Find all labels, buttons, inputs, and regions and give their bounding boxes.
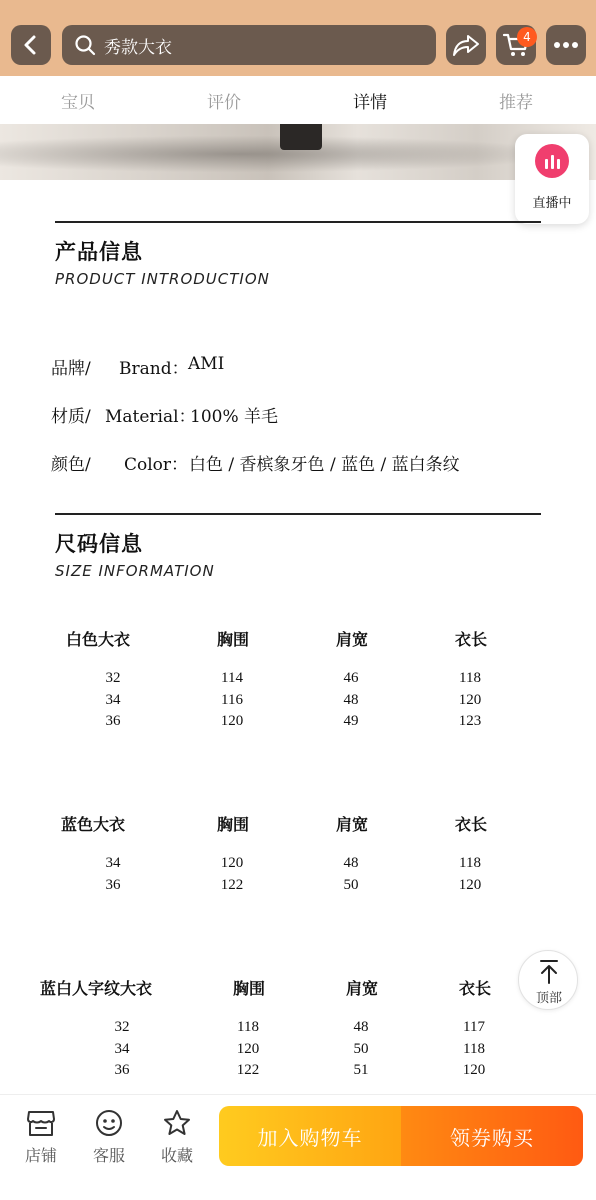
length-cell: 117 <box>463 1019 485 1035</box>
tab-details[interactable]: 详情 <box>353 93 387 113</box>
size-cell: 36 <box>105 713 121 729</box>
column-header-shoulder: 肩宽 <box>346 979 379 998</box>
section-divider <box>55 221 541 223</box>
search-text: 秀款大衣 <box>104 37 172 58</box>
chevron-left-icon <box>20 34 42 56</box>
size-cell: 32 <box>114 1019 130 1035</box>
size-cell: 34 <box>114 1040 130 1057</box>
favorite-label: 收藏 <box>160 1146 193 1165</box>
search-icon <box>74 34 96 56</box>
buy-with-coupon-button[interactable]: 领券购买 <box>401 1106 583 1166</box>
tab-recommend[interactable]: 推荐 <box>499 93 533 113</box>
material-cn-label: 材质/ <box>51 407 91 427</box>
size-cell: 34 <box>105 691 121 708</box>
shop-icon <box>26 1109 56 1137</box>
chest-cell: 122 <box>236 1062 260 1078</box>
size-cell: 36 <box>105 876 121 893</box>
chest-cell: 120 <box>236 1040 260 1057</box>
length-cell: 120 <box>458 876 482 893</box>
column-header-shoulder: 肩宽 <box>336 815 369 834</box>
detail-tabs <box>0 76 596 124</box>
shoulder-cell: 51 <box>353 1062 369 1078</box>
back-to-top-button[interactable] <box>518 950 578 1010</box>
column-header-length: 衣长 <box>455 630 488 649</box>
size-cell: 32 <box>105 670 121 686</box>
length-cell: 118 <box>463 1040 485 1057</box>
brand-en-label: Brand： <box>119 359 189 379</box>
service-label: 客服 <box>92 1146 125 1165</box>
shoulder-cell: 49 <box>343 713 359 729</box>
material-value: 100% 羊毛 <box>190 407 279 427</box>
back-button[interactable] <box>11 25 51 65</box>
tab-reviews[interactable]: 评价 <box>207 93 241 113</box>
bottom-action-bar <box>0 1094 596 1200</box>
color-cn-label: 颜色/ <box>51 455 91 475</box>
chest-cell: 120 <box>220 855 244 871</box>
shop-label: 店铺 <box>24 1146 57 1165</box>
length-cell: 120 <box>458 691 482 708</box>
product-info-subtitle: PRODUCT INTRODUCTION <box>55 270 270 288</box>
column-header-chest: 胸围 <box>217 630 250 649</box>
column-header-shoulder: 肩宽 <box>336 630 369 649</box>
customer-service-button[interactable] <box>84 1109 134 1169</box>
tab-item[interactable]: 宝贝 <box>61 93 95 113</box>
table-name: 蓝色大衣 <box>61 815 126 834</box>
length-cell: 118 <box>459 855 481 871</box>
chest-cell: 120 <box>220 713 244 729</box>
live-label: 直播中 <box>532 196 572 211</box>
shoulder-cell: 48 <box>343 691 359 708</box>
column-header-chest: 胸围 <box>233 979 266 998</box>
share-icon <box>452 33 480 57</box>
brand-cn-label: 品牌/ <box>51 359 91 379</box>
length-cell: 118 <box>459 670 481 686</box>
more-button[interactable] <box>546 25 586 65</box>
column-header-chest: 胸围 <box>217 815 250 834</box>
size-cell: 36 <box>114 1062 130 1078</box>
size-cell: 34 <box>105 855 121 871</box>
more-icon <box>553 41 579 49</box>
chest-cell: 122 <box>220 876 244 893</box>
live-stream-widget[interactable] <box>515 134 589 224</box>
chest-cell: 114 <box>221 670 243 686</box>
length-cell: 120 <box>462 1062 486 1078</box>
favorite-button[interactable] <box>152 1109 202 1169</box>
shop-button[interactable] <box>16 1109 66 1169</box>
table-name: 蓝白人字纹大衣 <box>40 979 153 998</box>
share-button[interactable] <box>446 25 486 65</box>
brand-value: AMI <box>188 354 225 374</box>
product-info-title: 产品信息 <box>55 240 143 264</box>
shoulder-cell: 48 <box>353 1019 369 1035</box>
size-info-subtitle: SIZE INFORMATION <box>55 562 215 580</box>
shoulder-cell: 46 <box>343 670 359 686</box>
chest-cell: 118 <box>237 1019 259 1035</box>
chest-cell: 116 <box>221 691 243 708</box>
arrow-up-icon <box>538 959 560 985</box>
shoulder-cell: 48 <box>343 855 359 871</box>
shoulder-cell: 50 <box>343 876 359 893</box>
top-bar <box>0 0 596 76</box>
chat-face-icon <box>94 1109 124 1137</box>
product-photo-detail <box>280 124 322 150</box>
color-en-label: Color： <box>124 455 189 475</box>
table-name: 白色大衣 <box>66 630 131 649</box>
live-icon <box>535 144 569 178</box>
cart-count-badge: 4 <box>517 27 537 47</box>
column-header-length: 衣长 <box>459 979 492 998</box>
section-divider <box>55 513 541 515</box>
material-en-label: Material： <box>105 407 196 427</box>
color-value: 白色 / 香槟象牙色 / 蓝色 / 蓝白条纹 <box>189 455 460 475</box>
add-to-cart-button[interactable]: 加入购物车 <box>219 1106 401 1166</box>
length-cell: 123 <box>458 713 482 729</box>
star-icon <box>162 1109 192 1137</box>
back-to-top-label: 顶部 <box>535 991 562 1006</box>
size-info-title: 尺码信息 <box>55 532 143 556</box>
column-header-length: 衣长 <box>455 815 488 834</box>
shoulder-cell: 50 <box>353 1040 369 1057</box>
search-bar[interactable] <box>62 25 436 65</box>
product-image-strip <box>0 124 596 180</box>
